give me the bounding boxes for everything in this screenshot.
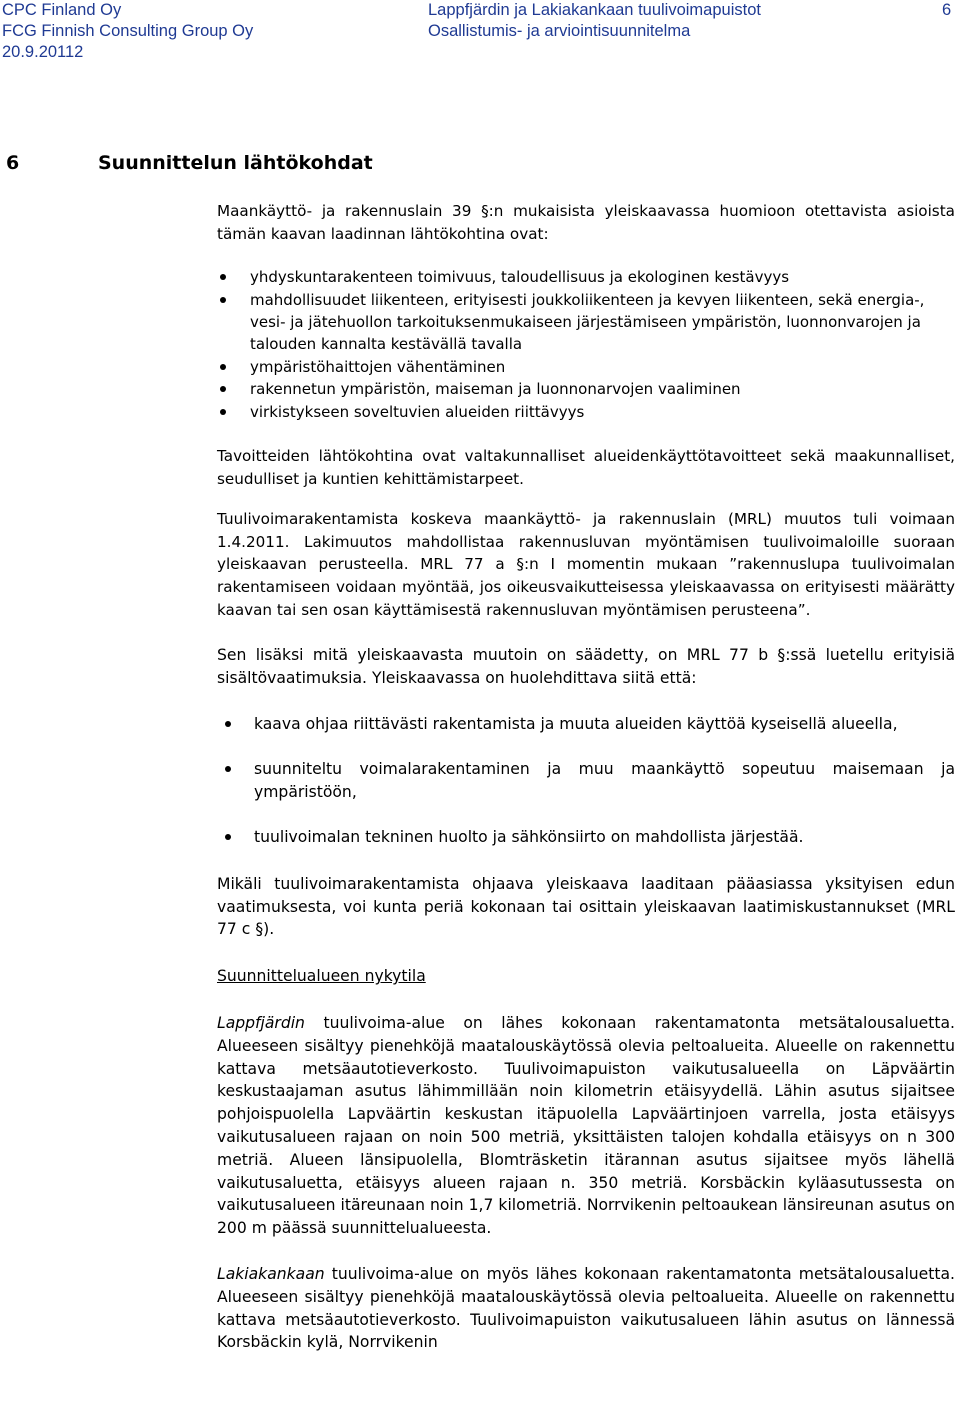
requirements-paragraph: Sen lisäksi mitä yleiskaavasta muutoin on säädetty, on MRL 77 b §:ssä luetellu erityisiä sisältövaatimuksia. Yleiskaavassa on huolehdittava siitä että: xyxy=(217,646,955,687)
place-name: Lappfjärdin xyxy=(217,1013,305,1032)
goals-list xyxy=(217,266,955,423)
list-item: kaava ohjaa riittävästi rakentamista ja muuta alueiden käyttöä kyseisellä alueella, xyxy=(217,713,955,736)
header-date: 20.9.20112 xyxy=(2,43,84,61)
bullet-icon xyxy=(225,721,231,727)
header-consultant: FCG Finnish Consulting Group Oy xyxy=(2,22,254,40)
requirements-list xyxy=(217,713,955,849)
list-item: virkistykseen soveltuvien alueiden riittävyys xyxy=(217,401,955,423)
header-left xyxy=(2,0,253,63)
header-center xyxy=(428,0,761,42)
list-item: rakennetun ympäristön, maiseman ja luonnonarvojen vaaliminen xyxy=(217,378,955,400)
header-document: Osallistumis- ja arviointisuunnitelma xyxy=(428,22,691,40)
section-number: 6 xyxy=(6,152,20,174)
costs-paragraph: Mikäli tuulivoimarakentamista ohjaava yleiskaava laaditaan pääasiassa yksityisen edun vaatimuksesta, voi kunta periä kokonaan tai osittain yleiskaavan laatimiskustannukset (MRL 77 c §). xyxy=(217,874,955,939)
bullet-icon xyxy=(220,386,226,392)
header-page-number: 6 xyxy=(942,1,952,19)
section-heading xyxy=(6,152,373,174)
header-project: Lappfjärdin ja Lakiakankaan tuulivoimapuistot xyxy=(428,1,761,19)
bullet-icon xyxy=(220,364,226,370)
bullet-icon xyxy=(220,409,226,415)
list-item: mahdollisuudet liikenteen, erityisesti joukkoliikenteen ja kevyen liikenteen, sekä energia-, vesi- ja jätehuollon tarkoituksenmukaiseen järjestämiseen ympäristön, luonnonvarojen ja talouden kannalta kestävällä tavalla xyxy=(217,289,955,356)
list-item: ympäristöhaittojen vähentäminen xyxy=(217,356,955,378)
mrl-paragraph: Tuulivoimarakentamista koskeva maankäyttö- ja rakennuslain (MRL) muutos tuli voimaan 1.4.2011. Lakimuutos mahdollistaa rakennusluvan myöntämisen tuulivoimaloille suoraan yleiskaavan perusteella. MRL 77 a §:n I momentin mukaan ”rakennuslupa tuulivoimalan rakentamiseen voidaan myöntää, jos oikeusvaikutteisessa yleiskaavassa on erityisesti määrätty kaavan tai sen osan käyttämisestä rakennusluvan myöntämisen perusteena”. xyxy=(217,510,955,619)
lakiakangas-paragraph: Lakiakankaan tuulivoima-alue on myös lähes kokonaan rakentamatonta metsätalousaluetta. Alueeseen sisältyy pienehköjä maatalouskäytössä olevia peltoalueita. Alueelle on rakennettu kattava metsäautotieverkosto. Tuulivoimapuiston vaikutusalueen lähin asutus on lännessä Korsbäckin kylä, Norrvikenin xyxy=(217,1264,955,1352)
list-item: yhdyskuntarakenteen toimivuus, taloudellisuus ja ekologinen kestävyys xyxy=(217,266,955,288)
bullet-icon xyxy=(225,766,231,772)
list-item: suunniteltu voimalarakentaminen ja muu maankäyttö sopeutuu maisemaan ja ympäristöön, xyxy=(217,758,955,804)
place-name: Lakiakankaan xyxy=(217,1264,325,1283)
objectives-paragraph: Tavoitteiden lähtökohtina ovat valtakunnalliset alueidenkäyttötavoitteet sekä maakunnalliset, seudulliset ja kuntien kehittämistarpeet. xyxy=(217,447,955,488)
bullet-icon xyxy=(220,274,226,280)
section-title: Suunnittelun lähtökohdat xyxy=(98,152,373,174)
header-company: CPC Finland Oy xyxy=(2,1,122,19)
subheading: Suunnittelualueen nykytila xyxy=(217,967,426,986)
main-content xyxy=(217,200,955,1354)
bullet-icon xyxy=(220,297,226,303)
list-item: tuulivoimalan tekninen huolto ja sähkönsiirto on mahdollista järjestää. xyxy=(217,826,955,849)
intro-paragraph: Maankäyttö- ja rakennuslain 39 §:n mukaisista yleiskaavassa huomioon otettavista asioista tämän kaavan laadinnan lähtökohtina ovat: xyxy=(217,202,955,243)
lappfjard-paragraph: Lappfjärdin tuulivoima-alue on lähes kokonaan rakentamatonta metsätalousaluetta. Alueeseen sisältyy pienehköjä maatalouskäytössä olevia peltoalueita. Alueelle on rakennettu kattava metsäautotieverkosto. Tuulivoimapuiston vaikutusalueella on Läpväärtin keskustaajaman asutus lähimmillään noin kilometrin etäisyydellä. Lähin asutus sijaitsee pohjoispuolella Lapväärtin keskustan itäpuolella Lapväärtinjoen varrella, josta etäisyys vaikutusalueen rajaan on noin 500 metriä, yksittäisten talojen kohdalla etäisyys on n 300 metriä. Alueen länsipuolella, Blomträsketin itärannan asutus sijaitsee myös lähellä vaikutusaluetta, etäisyys alueen rajaan n. 350 metriä. Korsbäckin kyläasutussesta on vaikutusalueen itäreunaan noin 1,7 kilometriä. Norrvikenin peltoaukean länsireunan asutus on 200 m päässä suunnittelualueesta. xyxy=(217,1013,955,1238)
bullet-icon xyxy=(225,834,231,840)
